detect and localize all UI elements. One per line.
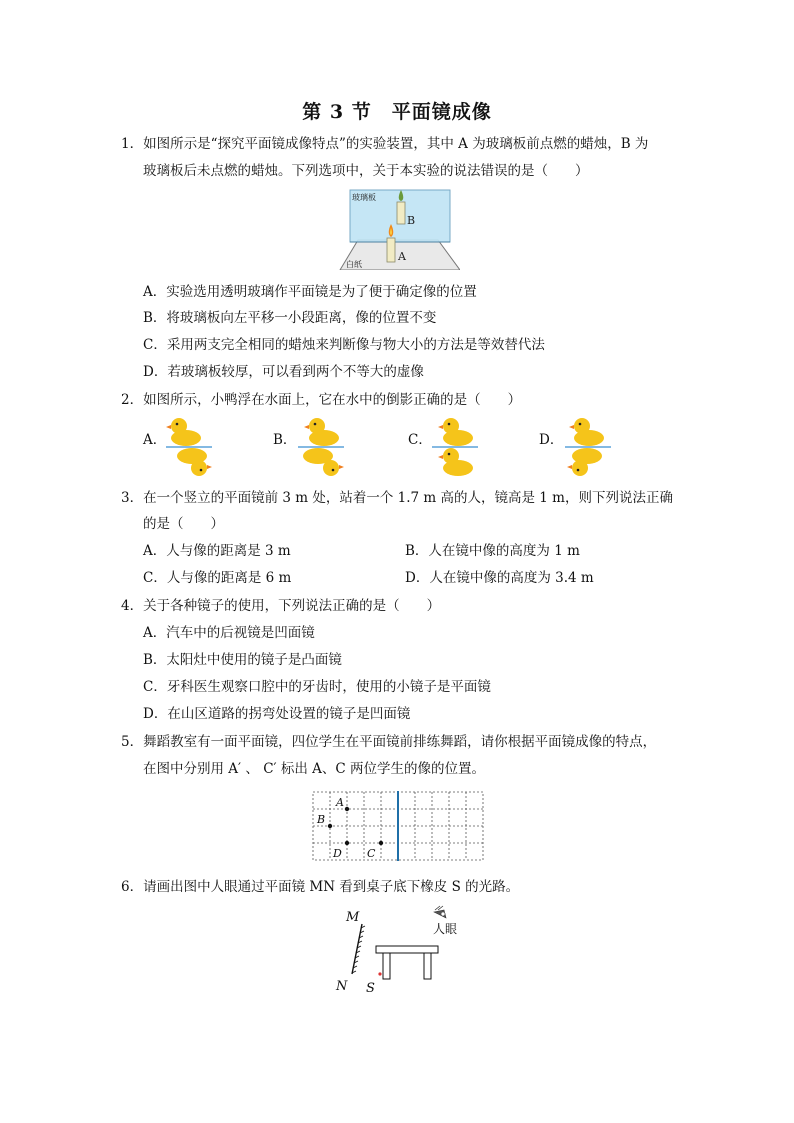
q4-option-a: A．汽车中的后视镜是凹面镜: [143, 625, 315, 641]
q4-option-b: B．太阳灶中使用的镜子是凸面镜: [143, 652, 342, 668]
duck-figure-b: [296, 414, 346, 478]
q1-option-d: D．若玻璃板较厚，可以看到两个不等大的虚像: [143, 364, 424, 380]
duck-reflection-icon: [177, 448, 212, 476]
q2-label-a: A．: [143, 432, 167, 448]
point-b: [328, 824, 332, 828]
q2-label-b: B．: [273, 432, 297, 448]
q3-stem-line1: 3．在一个竖立的平面镜前 3 m 处，站着一个 1.7 m 高的人，镜高是 1 m，则下列说法正确: [121, 490, 673, 506]
candle-a-label: A: [398, 250, 406, 263]
duck-figure-a: [164, 414, 214, 478]
q1-stem-line2: 玻璃板后未点燃的蜡烛。下列选项中，关于本实验的说法错误的是（ ）: [143, 163, 589, 179]
point-a: [345, 807, 349, 811]
glass-plate-label: 玻璃板: [352, 193, 376, 202]
eraser-label-s: S: [366, 981, 375, 996]
duck-reflection-icon: [438, 448, 473, 476]
q5-stem-line2: 在图中分别用 A′ 、 C′ 标出 A、C 两位学生的像的位置。: [143, 761, 486, 777]
q2-stem: 2．如图所示，小鸭浮在水面上，它在水中的倒影正确的是（ ）: [121, 392, 522, 408]
q1-option-b: B．将玻璃板向左平移一小段距离，像的位置不变: [143, 310, 437, 326]
mirror-mn: [352, 924, 362, 974]
candle-a: [387, 238, 395, 262]
point-a-label: A: [336, 796, 344, 809]
q6-mirror-figure: [330, 902, 470, 998]
q6-stem: 6．请画出图中人眼通过平面镜 MN 看到桌子底下橡皮 S 的光路。: [121, 879, 520, 895]
mirror-label-m: M: [346, 910, 360, 925]
q3-option-c: C．人与像的距离是 6 m: [143, 570, 292, 586]
q1-option-a: A．实验选用透明玻璃作平面镜是为了便于确定像的位置: [143, 284, 477, 300]
q3-option-d: D．人在镜中像的高度为 3.4 m: [405, 570, 594, 586]
q3-stem-line2: 的是（ ）: [143, 516, 224, 532]
q1-stem-line1: 1．如图所示是“探究平面镜成像特点”的实验装置，其中 A 为玻璃板前点燃的蜡烛，B 为: [121, 136, 649, 152]
white-paper-label: 白纸: [346, 260, 362, 269]
duck-icon: [438, 418, 473, 446]
eraser-point: [378, 972, 381, 975]
q2-label-d: D．: [539, 432, 564, 448]
point-d: [345, 841, 349, 845]
q4-option-d: D．在山区道路的拐弯处设置的镜子是凹面镜: [143, 706, 411, 722]
duck-reflection-icon: [567, 448, 602, 476]
page-title: 第 3 节 平面镜成像: [302, 101, 492, 123]
duck-icon: [166, 418, 201, 446]
eye-label: 人眼: [433, 922, 458, 936]
point-d-label: D: [333, 847, 342, 860]
duck-reflection-icon: [303, 448, 344, 476]
q4-stem: 4．关于各种镜子的使用，下列说法正确的是（ ）: [121, 598, 441, 614]
point-c: [379, 841, 383, 845]
point-b-label: B: [317, 813, 326, 826]
eye-icon: [434, 906, 446, 918]
duck-icon: [304, 418, 339, 446]
q5-stem-line1: 5．舞蹈教室有一面平面镜，四位学生在平面镜前排练舞蹈，请你根据平面镜成像的特点，: [121, 734, 657, 750]
q2-label-c: C．: [408, 432, 432, 448]
q1-candle-figure: [338, 186, 460, 270]
q5-grid-figure: [312, 790, 484, 862]
point-c-label: C: [367, 847, 376, 860]
candle-b-label: B: [407, 214, 416, 227]
duck-figure-d: [563, 414, 613, 478]
mirror-label-n: N: [336, 979, 348, 994]
duck-figure-c: [430, 414, 480, 478]
q4-option-c: C．牙科医生观察口腔中的牙齿时，使用的小镜子是平面镜: [143, 679, 491, 695]
table: [376, 946, 438, 979]
q1-option-c: C．采用两支完全相同的蜡烛来判断像与物大小的方法是等效替代法: [143, 337, 545, 353]
duck-icon: [569, 418, 604, 446]
candle-b: [397, 202, 405, 224]
q3-option-b: B．人在镜中像的高度为 1 m: [405, 543, 580, 559]
q3-option-a: A．人与像的距离是 3 m: [143, 543, 291, 559]
